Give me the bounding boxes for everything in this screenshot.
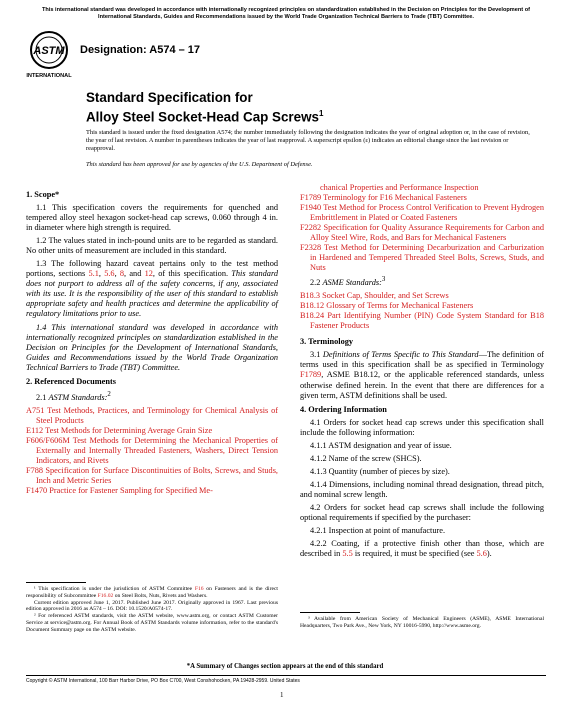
astm-reference-code-link[interactable]: F1470 [26, 485, 48, 495]
copyright: Copyright © ASTM International, 100 Barr Harbor Drive, PO Box C700, West Conshohocken, PA 19428-2959. United States [26, 678, 300, 684]
astm-reference-item [26, 486, 278, 496]
asme-reference-title-link[interactable]: Glossary of Terms for Mechanical Fasteners [326, 301, 474, 311]
astm-reference-item [26, 466, 278, 486]
link-f16-02[interactable]: F16.02 [97, 592, 114, 599]
astm-reference-code-link[interactable]: F2282 [300, 223, 322, 233]
astm-reference-code-link[interactable]: E112 [26, 425, 44, 435]
para-4-2: 4.2 Orders for socket head cap screws shall include the following optional requirements if specified by the purchaser: [300, 502, 544, 522]
astm-reference-code-link[interactable]: A751 [26, 405, 45, 415]
astm-logo [26, 30, 72, 80]
para-4-1-2: 4.1.2 Name of the screw (SHCS). [310, 453, 422, 463]
document-title [86, 90, 323, 124]
para-4-1-4: 4.1.4 Dimensions, including nominal thread designation, thread pitch, and nominal screw length. [300, 479, 544, 499]
section-heading-scope: 1. Scope* [26, 190, 60, 199]
asme-reference-code-link[interactable]: B18.3 [300, 291, 321, 301]
asme-reference-item [300, 291, 544, 301]
astm-reference-title-link[interactable]: Test Methods, Practices, and Terminology for Chemical Analysis of Steel Products [36, 405, 278, 425]
asme-reference-item [300, 311, 544, 331]
astm-reference-code-link[interactable]: F606/F606M [26, 435, 70, 445]
asme-reference-list [300, 291, 544, 331]
para-1-4: 1.4 This international standard was developed in accordance with internationally recognized principles on standardization established in the Decision on Principles for the Development of International Standards, Guides and Recommendations issued by the World Trade Organization Technical Barriers to Trade (TBT) Committee. [26, 322, 278, 372]
para-4-2-1: 4.2.1 Inspection at point of manufacture. [310, 526, 446, 536]
astm-logo-icon [26, 30, 72, 80]
para-2-2: 2.2 ASME Standards:$^3$ [310, 276, 386, 288]
link-5-5[interactable]: 5.5 [342, 549, 353, 559]
left-column [26, 186, 278, 496]
right-column [300, 183, 544, 562]
astm-reference-code-link[interactable]: F2328 [300, 243, 322, 253]
designation: Designation: A574 – 17 [80, 44, 201, 56]
footnotes-left [26, 586, 278, 634]
astm-reference-list [26, 406, 278, 496]
link-8[interactable]: 8 [119, 269, 125, 279]
astm-reference-title-link[interactable]: Test Method for Determining Decarburization and Carburization in Hardened and Tempered Threaded Steel Bolts, Screws, Studs, and Nuts [310, 243, 544, 273]
astm-reference-item [26, 406, 278, 426]
astm-reference-title-link[interactable]: Practice for Fastener Sampling for Specified Me- [49, 485, 213, 495]
footnote-rule-left [26, 582, 86, 583]
section-heading-referenced-documents: 2. Referenced Documents [26, 376, 116, 386]
asme-reference-code-link[interactable]: B18.24 [300, 311, 325, 321]
para-4-1-1: 4.1.1 ASTM designation and year of issue. [310, 440, 452, 450]
para-4-1-3: 4.1.3 Quantity (number of pieces by size). [310, 466, 450, 476]
footnote-rule-right [300, 612, 360, 613]
title-line-1: Standard Specification for [86, 90, 253, 105]
para-1-2: 1.2 The values stated in inch-pound units are to be regarded as standard. No other units of measurement are included in this standard. [26, 236, 278, 256]
astm-reference-item [300, 223, 544, 243]
asme-reference-title-link[interactable]: Part Identifying Number (PIN) Code System Standard for B18 Fastener Products [310, 311, 544, 331]
tbt-notice: This international standard was developed in accordance with internationally recognized principles on standardization established in the Decision on Principles for the Development of International Standards, Guides and Recommendations issued by the World Trade Organization Technical Barriers to Trade (TBT) Committee. [42, 7, 530, 20]
footer-rule [26, 675, 546, 676]
footnote-2: ² For referenced ASTM standards, visit the ASTM website, www.astm.org, or contact ASTM Customer Service at service@astm.org. For Annual Book of ASTM Standards volume information, refer to the standard's Document Summary page on the ASTM website. [26, 613, 278, 633]
link-12[interactable]: 12 [144, 269, 153, 279]
astm-reference-title-link[interactable]: Test Methods for Determining Average Grain Size [45, 425, 213, 435]
link-5-1[interactable]: 5.1 [88, 269, 99, 279]
link-5-6b[interactable]: 5.6 [476, 549, 487, 559]
summary-of-changes-note: *A Summary of Changes section appears at the end of this standard [186, 663, 384, 670]
link-f1789[interactable]: F1789 [300, 370, 322, 380]
svg-text:ASTM: ASTM [33, 45, 65, 57]
astm-reference-item [26, 436, 278, 466]
link-f16[interactable]: F16 [194, 586, 204, 592]
astm-reference-item [300, 243, 544, 273]
page-number: 1 [280, 691, 284, 699]
astm-reference-item [300, 203, 544, 223]
title-line-2: Alloy Steel Socket-Head Cap Screws$^1$ [86, 108, 324, 124]
astm-reference-title-link[interactable]: Specification for Quality Assurance Requirements for Carbon and Alloy Steel Wire, Rods, and Bars for Mechanical Fasteners [310, 223, 544, 243]
astm-reference-title-link[interactable]: Terminology for F16 Mechanical Fasteners [323, 193, 467, 202]
para-2-1: 2.1 ASTM Standards:$^2$ [36, 390, 111, 402]
para-1-1: 1.1 This specification covers the requirements for quenched and tempered alloy steel hexagon socket-head cap screws, 0.060 through 4 in. in diameter where high strength is required. [26, 203, 278, 233]
astm-reference-item [26, 426, 278, 436]
astm-reference-code-link[interactable]: F1940 [300, 203, 322, 213]
astm-reference-code-link[interactable]: F788 [26, 465, 44, 475]
asme-reference-code-link[interactable]: B18.12 [300, 301, 325, 311]
issuance-note: This standard is issued under the fixed designation A574; the number immediately following the designation indicates the year of original adoption or, in the case of revision, the year of last revision. A number in parentheses indicates the year of last reapproval. A superscript epsilon (ε) indicates an editorial change since the last revision or reapproval. [86, 129, 530, 152]
asme-reference-item [300, 301, 544, 311]
section-heading-ordering: 4. Ordering Information [300, 404, 387, 414]
astm-reference-item [300, 193, 544, 203]
astm-reference-title-link[interactable]: Specification for Surface Discontinuities of Bolts, Screws, and Studs, Inch and Metric Series [36, 465, 278, 485]
astm-reference-title-link[interactable]: Test Methods for Determining the Mechanical Properties of Externally and Internally Threaded Fasteners, Washers, Direct Tension Indicators, and Rivets [36, 435, 278, 465]
footnote-3: ³ Available from American Society of Mechanical Engineers (ASME), ASME International Headquarters, Two Park Ave., New York, NY 10016-5990, http://www.asme.org. [300, 616, 544, 629]
section-heading-terminology: 3. Terminology [300, 337, 354, 347]
footnote-1-edition: Current edition approved June 1, 2017. Published June 2017. Originally approved in 1967. Last previous edition approved in 2016 as A574 – 16. DOI: 10.1520/A0574-17. [26, 599, 278, 613]
footnote-1: ¹ This specification is under the jurisdiction of ASTM Committee F16 on Fasteners and is the direct responsibility of Subcommittee F16.02 on Steel Bolts, Nuts, Rivets and Washers. [26, 586, 278, 599]
astm-reference-code-link[interactable]: F1789 [300, 193, 322, 202]
astm-reference-title-link[interactable]: Test Method for Process Control Verification to Prevent Hydrogen Embrittlement in Plated or Coated Fasteners [310, 203, 544, 223]
reference-continuation: chanical Properties and Performance Inspection [320, 183, 479, 192]
para-4-2-2: 4.2.2 Coating, if a protective finish other than those, which are described in 5.5 is required, it must be specified (see 5.6). [300, 539, 544, 559]
link-5-6[interactable]: 5.6 [104, 269, 115, 279]
para-1-3: 1.3 The following hazard caveat pertains only to the test method portions, sections 5.1, 5.6, 8, and 12, of this specification. This standard does not purport to address all of the safety concerns, if any, associated with its use. It is the responsibility of the user of this standard to establish appropriate safety and health practices and determine the applicability of regulatory limitations prior to use. [26, 259, 279, 319]
asme-reference-title-link[interactable]: Socket Cap, Shoulder, and Set Screws [322, 291, 449, 301]
astm-reference-list-continued [300, 193, 544, 273]
svg-text:INTERNATIONAL: INTERNATIONAL [26, 73, 72, 79]
para-4-1: 4.1 Orders for socket head cap screws under this specification shall include the following information: [300, 417, 544, 437]
para-3-1: 3.1 Definitions of Terms Specific to This Standard—The definition of terms used in this specification shall be as specified in Terminology F1789, ASME B18.12, or the applicable referenced standards, unless otherwise defined herein. In the event that there are differences for a given term, ASTM definitions shall be used. [300, 350, 544, 400]
dod-approval-note: This standard has been approved for use by agencies of the U.S. Department of Defense. [86, 161, 313, 168]
